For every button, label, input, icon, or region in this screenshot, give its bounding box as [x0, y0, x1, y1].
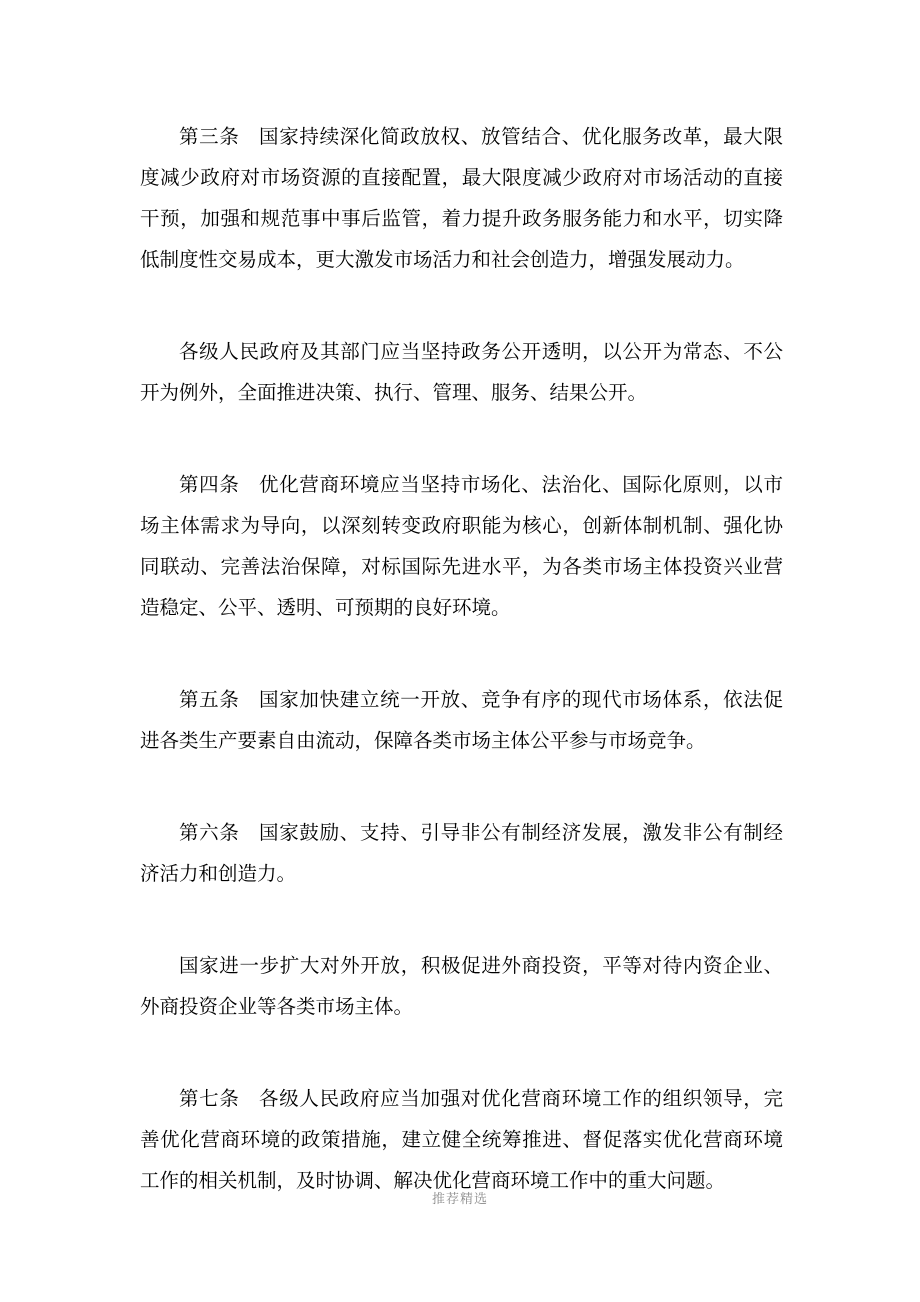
- article-number: 第六条: [179, 821, 240, 844]
- paragraph-article-6: [140, 812, 783, 894]
- article-number: 第四条: [179, 473, 240, 496]
- paragraph-text: 各级人民政府应当加强对优化营商环境工作的组织领导，完善优化营商环境的政策措施，建立健全统筹推进、督促落实优化营商环境工作的相关机制，及时协调、解决优化营商环境工作中的重大问题。: [140, 1087, 783, 1192]
- paragraph-article-5: [140, 679, 783, 761]
- page-footer-label: 推荐精选: [431, 1192, 488, 1207]
- paragraph-article-3-continued: [140, 331, 783, 413]
- paragraph-text: 国家进一步扩大对外开放，积极促进外商投资，平等对待内资企业、外商投资企业等各类市场主体。: [140, 954, 783, 1018]
- article-number: 第五条: [179, 688, 240, 711]
- paragraph-article-7: [140, 1078, 783, 1201]
- paragraph-text: 优化营商环境应当坚持市场化、法治化、国际化原则，以市场主体需求为导向，以深刻转变政府职能为核心，创新体制机制、强化协同联动、完善法治保障，对标国际先进水平，为各类市场主体投资兴业营造稳定、公平、透明、可预期的良好环境。: [140, 473, 783, 619]
- paragraph-text: 国家持续深化简政放权、放管结合、优化服务改革，最大限度减少政府对市场资源的直接配置，最大限度减少政府对市场活动的直接干预，加强和规范事中事后监管，着力提升政务服务能力和水平，切实降低制度性交易成本，更大激发市场活力和社会创造力，增强发展动力。: [140, 125, 783, 271]
- paragraph-article-6-continued: [140, 945, 783, 1027]
- article-number: 第三条: [179, 125, 240, 148]
- article-number: 第七条: [179, 1087, 240, 1110]
- paragraph-article-3: [140, 116, 783, 280]
- paragraph-text: 国家加快建立统一开放、竞争有序的现代市场体系，依法促进各类生产要素自由流动，保障各类市场主体公平参与市场竞争。: [140, 688, 783, 752]
- document-body: [140, 116, 783, 1201]
- paragraph-text: 各级人民政府及其部门应当坚持政务公开透明，以公开为常态、不公开为例外，全面推进决策、执行、管理、服务、结果公开。: [140, 340, 783, 404]
- paragraph-article-4: [140, 464, 783, 628]
- paragraph-text: 国家鼓励、支持、引导非公有制经济发展，激发非公有制经济活力和创造力。: [140, 821, 783, 885]
